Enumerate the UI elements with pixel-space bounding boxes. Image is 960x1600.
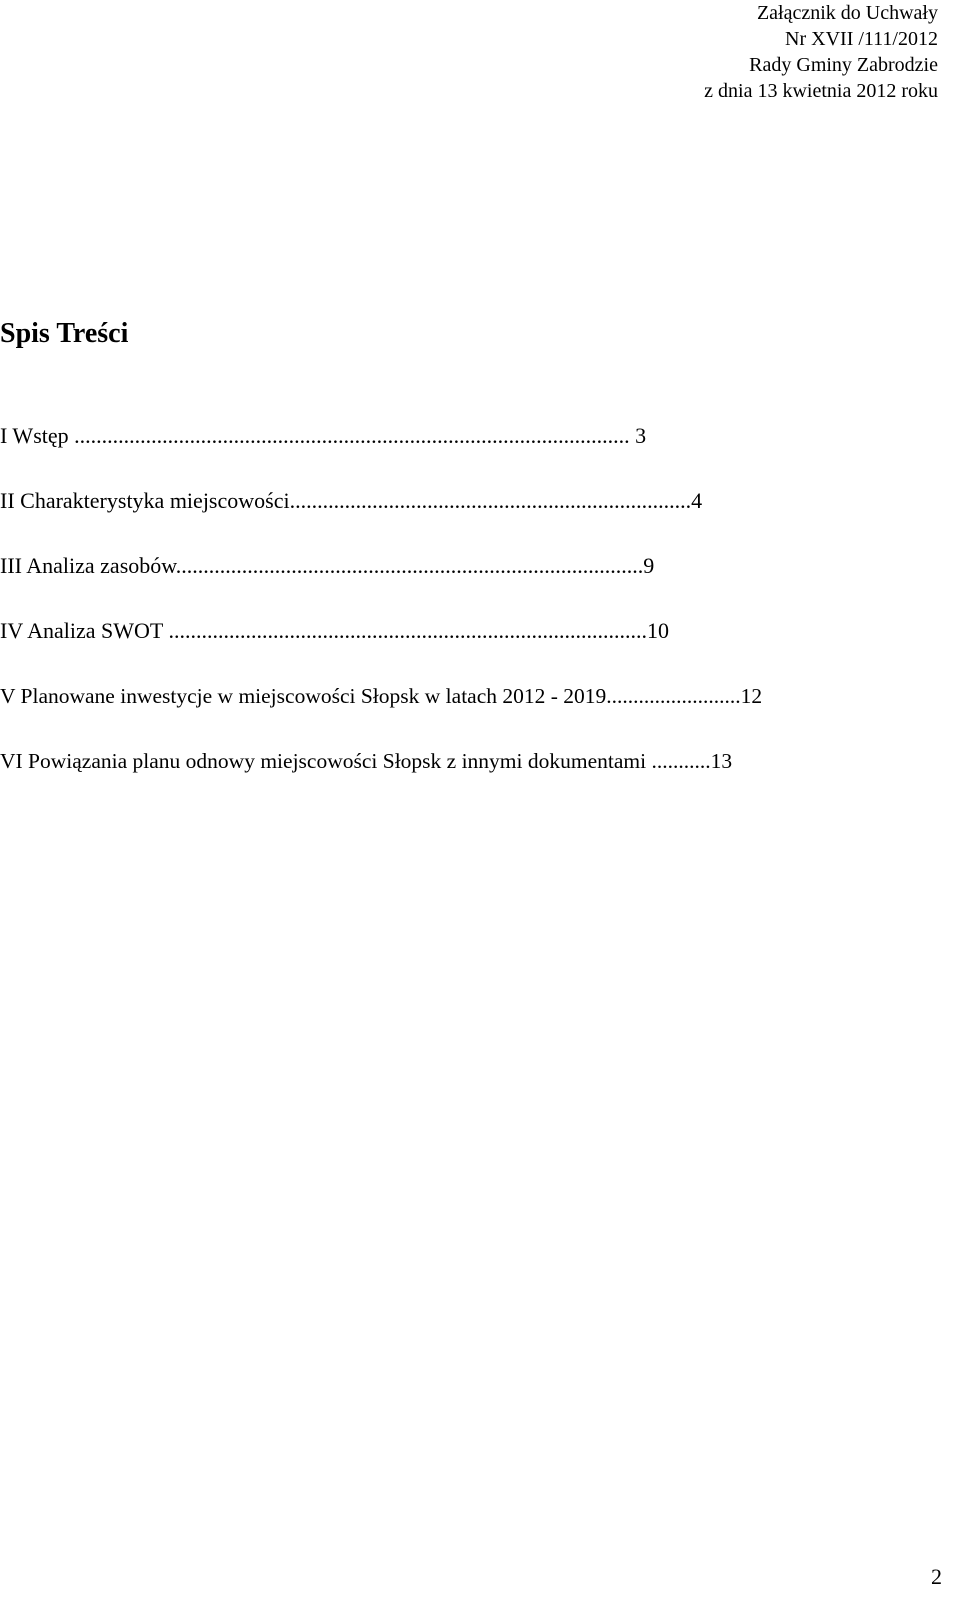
- toc-entry-swot-analysis[interactable]: [0, 617, 940, 645]
- toc-entry-text: IV Analiza SWOT .......................................................................................10: [0, 618, 669, 643]
- toc-entry-planned-investments[interactable]: [0, 682, 940, 710]
- header-line-resolution-number: Nr XVII /111/2012: [785, 28, 938, 50]
- page-number: 2: [931, 1564, 942, 1589]
- attachment-header: [704, 0, 938, 104]
- toc-entry-resource-analysis[interactable]: [0, 552, 940, 580]
- header-line-council: Rady Gminy Zabrodzie: [749, 54, 938, 76]
- header-line-date: z dnia 13 kwietnia 2012 roku: [704, 80, 938, 102]
- toc-entry-text: V Planowane inwestycje w miejscowości Słopsk w latach 2012 - 2019.........................12: [0, 684, 763, 708]
- toc-entry-related-documents[interactable]: [0, 747, 940, 775]
- toc-entry-characteristics[interactable]: [0, 487, 940, 515]
- toc-entry-introduction[interactable]: [0, 422, 940, 450]
- toc-entry-text: II Charakterystyka miejscowości.........................................................................4: [0, 488, 703, 513]
- toc-entry-text: I Wstęp ..................................................................................................... 3: [0, 423, 647, 448]
- table-of-contents: [0, 422, 940, 775]
- toc-title: Spis Treści: [0, 318, 129, 349]
- toc-entry-text: III Analiza zasobów.....................................................................................9: [0, 553, 655, 578]
- header-line-attachment: Załącznik do Uchwały: [756, 2, 938, 24]
- toc-entry-text: VI Powiązania planu odnowy miejscowości Słopsk z innymi dokumentami ...........13: [0, 749, 733, 773]
